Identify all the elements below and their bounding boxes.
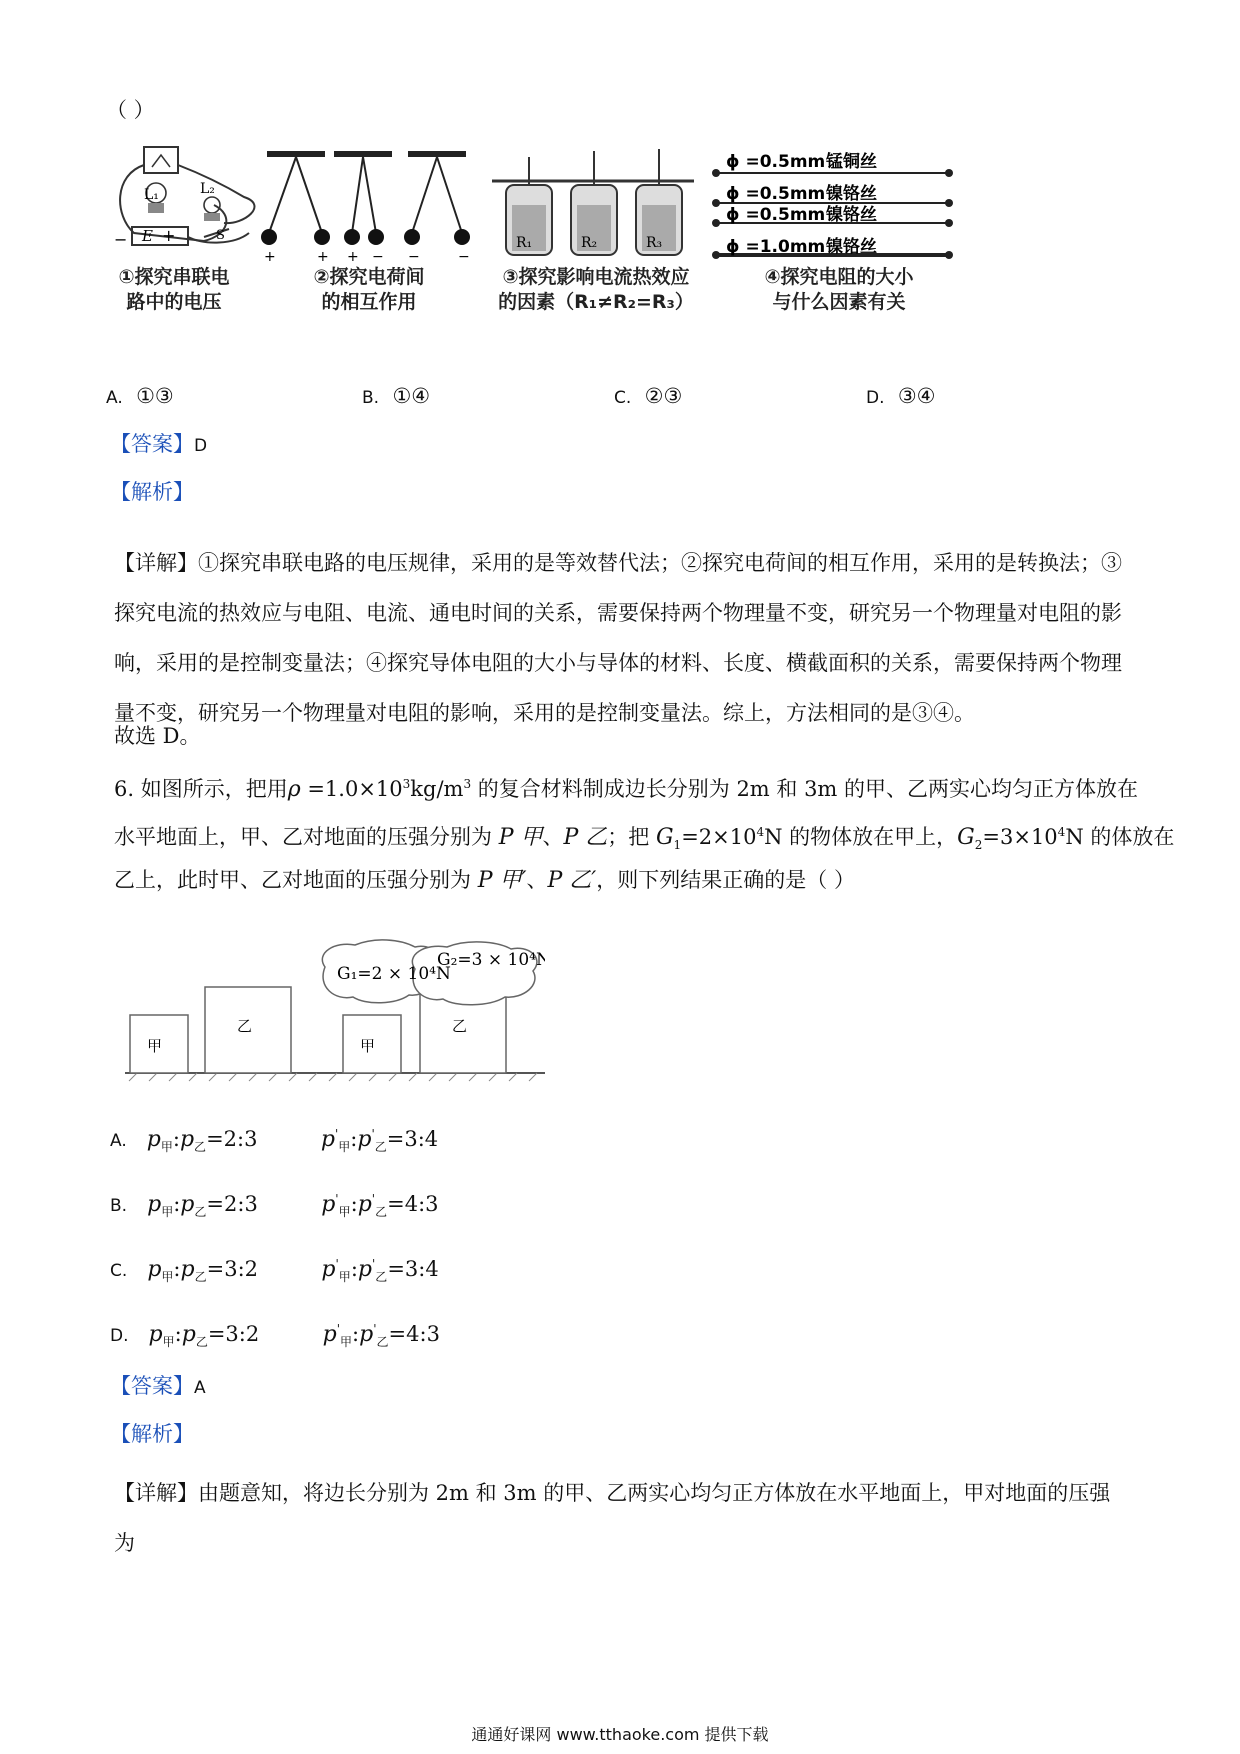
experiment-caption-4: [724, 265, 954, 315]
prime: ': [336, 1322, 341, 1336]
q5-conclusion: 故选 D。: [114, 724, 201, 748]
p-symbol: p: [148, 1322, 163, 1347]
pressure-symbol: P 甲′: [477, 868, 527, 893]
ratio-value: =3:4: [386, 1127, 439, 1151]
battery-label: E: [142, 227, 153, 245]
prime: ': [334, 1127, 339, 1141]
colon: :: [173, 1257, 181, 1281]
q5-analysis-label: 【解析】: [110, 480, 194, 504]
option-letter: D.: [866, 388, 885, 408]
detail-text: ①探究串联电路的电压规律，采用的是等效替代法；②探究电荷间的相互作用，采用的是转换法；③探究电流的热效应与电阻、电流、通电时间的关系，需要保持两个物理量不变，研究另一个物理量对电阻的影响，采用的是控制变量法；④探究导体电阻的大小与导体的材料、长度、横截面积的关系，需要保持两个物理量不变，研究另一个物理量对电阻的影响，采用的是控制变量法。综上，方法相同的是③④。: [114, 551, 1122, 725]
subscript: 甲: [338, 1140, 351, 1155]
cubes-figure: [125, 935, 545, 1085]
prime: ': [373, 1322, 377, 1336]
stem-text: =2×10: [681, 825, 757, 849]
caption-line: ①探究串联电: [118, 266, 230, 288]
subscript: 乙: [375, 1205, 388, 1220]
stem-text: =3×10: [982, 825, 1058, 849]
pressure-symbol: P 乙′: [547, 868, 597, 893]
cubes-drawing: [125, 935, 545, 1085]
colon: :: [350, 1257, 358, 1281]
charge-sign: −: [372, 249, 384, 265]
caption-line: 路中的电压: [126, 291, 222, 313]
p-symbol: p: [321, 1192, 336, 1217]
q6-option-a[interactable]: [110, 1120, 438, 1161]
ratio-value: =2:3: [206, 1192, 258, 1216]
answer-value: D: [194, 436, 208, 456]
prime: ': [335, 1192, 339, 1206]
p-symbol: p: [322, 1322, 337, 1347]
stem-text: 水平地面上，甲、乙对地面的压强分别为: [114, 825, 499, 849]
p-symbol: p: [147, 1257, 162, 1282]
stem-text: =1.0×10: [300, 777, 403, 801]
box-label: 乙: [452, 1017, 468, 1035]
stem-text: N 的体放在: [1065, 825, 1175, 849]
answer-value: A: [194, 1378, 206, 1398]
wire-diameter: ϕ =0.5mm: [726, 184, 826, 204]
subscript: 2: [974, 838, 983, 853]
caption-line: 的因素（R₁≠R₂=R₃）: [498, 291, 694, 313]
wire-material: 镍铬丝: [826, 184, 877, 204]
resistor-label: R₃: [646, 235, 663, 251]
stem-text: ；把: [607, 825, 656, 849]
colon: :: [172, 1127, 180, 1151]
prime: ': [335, 1257, 339, 1271]
option-text: ②③: [644, 384, 683, 408]
box-label: 甲: [360, 1037, 376, 1055]
q6-stem-line-1: [114, 770, 1138, 804]
experiment-caption-1: [104, 265, 244, 315]
q6-option-b[interactable]: [110, 1185, 439, 1226]
p-symbol: p: [180, 1257, 195, 1282]
subscript: 乙: [194, 1270, 207, 1285]
colon: :: [350, 1192, 358, 1216]
ratio-value: =3:4: [387, 1257, 439, 1281]
wire-diameter: ϕ =0.5mm: [726, 205, 826, 225]
experiment-caption-2: [294, 265, 444, 315]
caption-line: 与什么因素有关: [772, 291, 906, 313]
pressure-symbol: P 乙: [563, 825, 608, 850]
caption-line: ③探究影响电流热效应: [502, 266, 690, 288]
q6-stem-line-3: [114, 866, 855, 895]
caption-line: 的相互作用: [321, 291, 417, 313]
switch-label: S: [216, 228, 225, 243]
l2-label: L₂: [200, 181, 215, 197]
q5-option-c[interactable]: [614, 382, 682, 412]
q5-detail: [114, 538, 1124, 738]
p-symbol: p: [357, 1257, 372, 1282]
cloud-label: G₂=3 × 10⁴N: [437, 950, 545, 970]
experiment-drawings: [104, 145, 974, 265]
subscript: 甲: [338, 1270, 351, 1285]
q6-detail: [114, 1468, 1124, 1568]
pressure-symbol: P 甲: [498, 825, 543, 850]
p-symbol: p: [181, 1322, 196, 1347]
exponent: 4: [756, 825, 765, 839]
stem-text: 、: [542, 825, 564, 849]
wire-diameter: ϕ =0.5mm: [726, 152, 826, 172]
subscript: 乙: [194, 1205, 207, 1220]
ratio-value: =2:3: [206, 1127, 258, 1151]
plus-terminal: +: [162, 226, 176, 245]
p-symbol: p: [320, 1127, 335, 1152]
subscript: 乙: [195, 1335, 208, 1350]
q5-option-a[interactable]: [106, 382, 174, 412]
q5-option-b[interactable]: [362, 382, 430, 412]
resistor-label: R₁: [516, 235, 533, 251]
resistance-wires-drawing: [712, 151, 953, 259]
q5-option-d[interactable]: [866, 382, 936, 412]
charge-sign: −: [408, 249, 420, 265]
stem-text: 乙上，此时甲、乙对地面的压强分别为: [114, 868, 478, 892]
option-letter: C.: [110, 1261, 128, 1281]
ratio-value: =4:3: [387, 1192, 439, 1216]
p-symbol: p: [179, 1127, 195, 1152]
option-letter: C.: [614, 388, 632, 408]
resistor-label: R₂: [581, 235, 598, 251]
stem-text: ，则下列结果正确的是（ ）: [596, 868, 855, 892]
heating-bottles-drawing: [492, 149, 694, 255]
stem-text: 的复合材料制成边长分别为 2m 和 3m 的甲、乙两实心均匀正方体放在: [471, 777, 1139, 801]
detail-label: 【详解】: [114, 551, 198, 575]
exponent: 3: [463, 777, 472, 791]
p-symbol: p: [357, 1192, 372, 1217]
detail-label: 【详解】: [114, 1481, 198, 1505]
subscript: 甲: [162, 1335, 175, 1350]
subscript: 乙: [375, 1270, 388, 1285]
stem-text: N 的物体放在甲上，: [764, 825, 958, 849]
answer-label: 【答案】: [110, 432, 194, 456]
option-text: ③④: [897, 384, 936, 408]
option-letter: A.: [106, 388, 123, 408]
p-symbol: p: [321, 1257, 336, 1282]
question-bracket: （ ）: [106, 98, 155, 122]
caption-line: ②探究电荷间: [313, 266, 425, 288]
p-symbol: p: [146, 1127, 161, 1152]
p-symbol: p: [359, 1322, 374, 1347]
experiment-figure: [104, 145, 974, 320]
subscript: 甲: [338, 1205, 351, 1220]
option-letter: B.: [110, 1196, 128, 1216]
option-text: ①④: [392, 384, 431, 408]
colon: :: [174, 1322, 182, 1346]
colon: :: [350, 1127, 358, 1151]
charge-sign: −: [458, 249, 470, 265]
q6-analysis-label: 【解析】: [110, 1422, 194, 1446]
answer-label: 【答案】: [110, 1374, 194, 1398]
stem-text: 、: [526, 868, 548, 892]
detail-text: 由题意知，将边长分别为 2m 和 3m 的甲、乙两实心均匀正方体放在水平地面上，甲对地面的压强为: [114, 1481, 1111, 1555]
wire-material: 锰铜丝: [826, 152, 877, 172]
subscript: 甲: [160, 1140, 173, 1155]
box-label: 甲: [147, 1037, 163, 1055]
page-footer: 通通好课网 www.tthaoke.com 提供下载: [471, 1725, 769, 1744]
q6-option-c[interactable]: [110, 1250, 439, 1291]
option-letter: D.: [110, 1326, 129, 1346]
stem-text: kg/m: [410, 777, 464, 801]
exponent: 4: [1057, 825, 1066, 839]
prime: ': [371, 1257, 376, 1271]
q6-answer: [110, 1372, 206, 1402]
subscript: 甲: [340, 1335, 353, 1350]
rho-symbol: ρ: [287, 777, 301, 802]
prime: ': [371, 1127, 375, 1141]
weight-symbol: G: [957, 825, 975, 850]
p-symbol: p: [357, 1127, 372, 1152]
experiment-caption-3: [476, 265, 716, 315]
option-letter: B.: [362, 388, 380, 408]
prime: ': [371, 1192, 376, 1206]
box-label: 乙: [237, 1017, 253, 1035]
q6-option-d[interactable]: [110, 1315, 440, 1356]
minus-terminal: −: [114, 230, 128, 249]
p-symbol: p: [180, 1192, 195, 1217]
colon: :: [352, 1322, 360, 1346]
colon: :: [173, 1192, 181, 1216]
subscript: 乙: [374, 1140, 387, 1155]
wire-diameter: ϕ =1.0mm: [726, 237, 826, 257]
subscript: 甲: [161, 1270, 174, 1285]
p-symbol: p: [147, 1192, 162, 1217]
cloud-label: G₁=2 × 10⁴N: [337, 964, 451, 984]
wire-material: 镍铬丝: [826, 237, 877, 257]
option-text: ①③: [136, 384, 174, 408]
l1-label: L₁: [144, 187, 159, 203]
q6-stem-line-2: [114, 818, 1174, 859]
subscript: 乙: [376, 1335, 389, 1350]
subscript: 甲: [161, 1205, 174, 1220]
wire-material: 镍铬丝: [826, 205, 877, 225]
subscript: 1: [673, 838, 682, 853]
ratio-value: =3:2: [207, 1322, 260, 1346]
option-letter: A.: [110, 1131, 127, 1151]
weight-symbol: G: [655, 825, 674, 850]
charge-pendulums-drawing: [261, 151, 470, 265]
exponent: 3: [402, 777, 411, 791]
ratio-value: =4:3: [388, 1322, 440, 1346]
q5-answer: [110, 430, 207, 460]
charge-sign: +: [317, 249, 329, 265]
charge-sign: +: [264, 249, 276, 265]
ratio-value: =3:2: [206, 1257, 259, 1281]
caption-line: ④探究电阻的大小: [764, 266, 914, 288]
series-circuit-drawing: [114, 147, 254, 249]
stem-text: 6. 如图所示，把用: [114, 777, 288, 801]
subscript: 乙: [194, 1140, 207, 1155]
charge-sign: +: [347, 249, 359, 265]
